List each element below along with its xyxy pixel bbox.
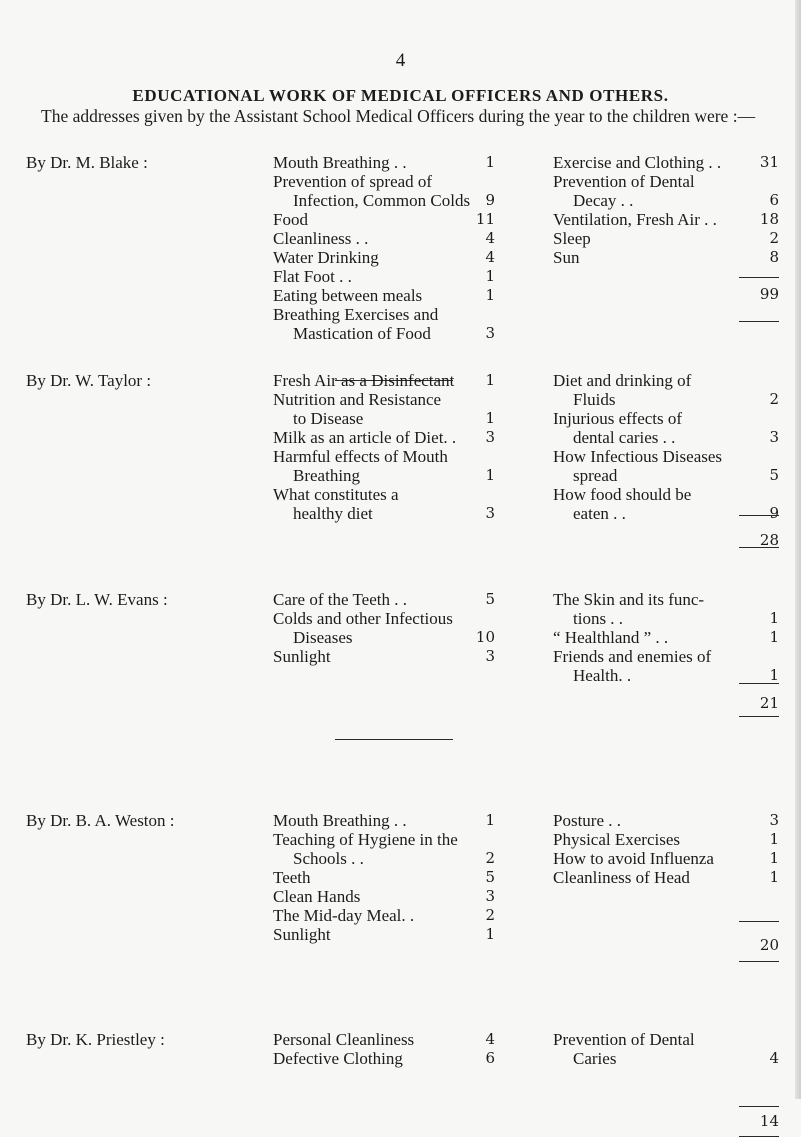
topic-count: 10 xyxy=(475,628,495,646)
topic-text: Sunlight xyxy=(273,925,331,944)
topic-line xyxy=(273,925,495,944)
topic-count: 6 xyxy=(485,1049,495,1067)
topic-text: What constitutes a xyxy=(273,485,399,504)
doctor-name: By Dr. K. Priestley : xyxy=(26,1030,165,1049)
topic-line xyxy=(553,390,779,409)
topic-line xyxy=(553,590,779,609)
topic-count: 3 xyxy=(485,887,495,905)
topic-line xyxy=(273,849,495,868)
doctor-name: By Dr. M. Blake : xyxy=(26,153,148,172)
topic-line xyxy=(273,371,495,390)
total-rule xyxy=(739,547,779,548)
topic-text: The Skin and its func- xyxy=(553,590,705,609)
topic-line xyxy=(553,868,779,887)
doctor-name: By Dr. B. A. Weston : xyxy=(26,811,175,830)
topic-text: Prevention of Dental xyxy=(553,1030,695,1049)
topic-text: Food xyxy=(273,210,308,229)
topic-count: 1 xyxy=(485,286,495,304)
topic-text: Nutrition and Resistance xyxy=(273,390,442,409)
topic-count: 31 xyxy=(759,153,779,171)
topic-text: Sun xyxy=(553,248,580,267)
total-rule xyxy=(739,716,779,717)
topic-count: 5 xyxy=(485,590,495,608)
topic-line xyxy=(553,371,779,390)
topic-count: 2 xyxy=(769,390,779,408)
topic-text: Cleanliness of Head xyxy=(553,868,690,887)
topic-line xyxy=(273,153,495,172)
topic-text: The Mid-day Meal. . xyxy=(273,906,415,925)
topic-text: Milk as an article of Diet. . xyxy=(273,428,457,447)
topic-line xyxy=(553,1049,779,1068)
topic-text: Prevention of spread of xyxy=(273,172,433,191)
topic-line xyxy=(273,647,495,666)
topic-line xyxy=(553,428,779,447)
topic-text: Breathing Exercises and xyxy=(273,305,439,324)
topic-line xyxy=(553,172,779,191)
topic-count: 3 xyxy=(485,324,495,342)
topic-line xyxy=(273,830,495,849)
topic-text: spread xyxy=(573,466,618,485)
topic-text: Colds and other Infectious xyxy=(273,609,453,628)
topic-count: 1 xyxy=(769,628,779,646)
topic-line xyxy=(553,849,779,868)
topic-count: 4 xyxy=(769,1049,779,1067)
topic-text: Breathing xyxy=(293,466,361,485)
topic-count: 3 xyxy=(485,504,495,522)
topic-text: Harmful effects of Mouth xyxy=(273,447,448,466)
topic-text: Teaching of Hygiene in the xyxy=(273,830,458,849)
right-column xyxy=(553,811,779,887)
topic-count: 1 xyxy=(485,466,495,484)
left-column xyxy=(273,590,495,666)
topic-count: 1 xyxy=(485,811,495,829)
page-number: 4 xyxy=(395,50,406,71)
topic-line xyxy=(553,811,779,830)
topic-text: Mouth Breathing . . xyxy=(273,811,407,830)
topic-count: 1 xyxy=(769,868,779,886)
topic-line xyxy=(273,887,495,906)
topic-line xyxy=(273,485,495,504)
section-separator xyxy=(335,739,453,740)
topic-text: Diet and drinking of xyxy=(553,371,692,390)
topic-text: healthy diet xyxy=(293,504,373,523)
topic-text: Mastication of Food xyxy=(293,324,431,343)
topic-count: 2 xyxy=(769,229,779,247)
topic-text: to Disease xyxy=(293,409,364,428)
topic-text: Cleanliness . . xyxy=(273,229,369,248)
topic-count: 2 xyxy=(485,849,495,867)
topic-text: Sleep xyxy=(553,229,591,248)
total-rule xyxy=(739,321,779,322)
topic-line xyxy=(273,906,495,925)
topic-text: tions . . xyxy=(573,609,624,628)
topic-count: 4 xyxy=(485,229,495,247)
topic-count: 5 xyxy=(769,466,779,484)
left-column xyxy=(273,1030,495,1068)
topic-count: 8 xyxy=(769,248,779,266)
topic-line xyxy=(273,409,495,428)
topic-count: 11 xyxy=(475,210,495,228)
topic-count: 1 xyxy=(769,609,779,627)
topic-count: 18 xyxy=(759,210,779,228)
topic-line xyxy=(273,590,495,609)
topic-line xyxy=(273,267,495,286)
topic-text: Health. . xyxy=(573,666,632,685)
topic-text: Prevention of Dental xyxy=(553,172,695,191)
topic-text: Exercise and Clothing . . xyxy=(553,153,722,172)
topic-line xyxy=(273,324,495,343)
topic-count: 1 xyxy=(485,153,495,171)
topic-line xyxy=(553,248,779,267)
topic-count: 3 xyxy=(769,428,779,446)
topic-text: Injurious effects of xyxy=(553,409,683,428)
topic-count: 1 xyxy=(769,849,779,867)
total-rule xyxy=(739,683,779,684)
topic-line xyxy=(553,504,779,523)
topic-text: Flat Foot . . xyxy=(273,267,352,286)
topic-text: Mouth Breathing . . xyxy=(273,153,407,172)
topic-line xyxy=(553,485,779,504)
section-total: 14 xyxy=(759,1112,779,1130)
topic-line xyxy=(553,191,779,210)
topic-count: 4 xyxy=(485,1030,495,1048)
topic-text: How food should be xyxy=(553,485,692,504)
right-column xyxy=(553,1030,779,1068)
topic-line xyxy=(553,153,779,172)
topic-line xyxy=(273,305,495,324)
total-rule xyxy=(739,1106,779,1107)
topic-line xyxy=(273,609,495,628)
topic-text: Teeth xyxy=(273,868,311,887)
topic-text: Diseases xyxy=(293,628,353,647)
page-heading: EDUCATIONAL WORK OF MEDICAL OFFICERS AND OTHERS. xyxy=(132,86,669,105)
left-column xyxy=(273,371,495,523)
topic-text: Eating between meals xyxy=(273,286,423,305)
topic-line xyxy=(273,868,495,887)
right-column xyxy=(553,153,779,267)
topic-line xyxy=(553,830,779,849)
total-rule xyxy=(739,277,779,278)
topic-line xyxy=(273,191,495,210)
topic-text: “ Healthland ” . . xyxy=(553,628,669,647)
topic-text: Infection, Common Colds xyxy=(293,191,471,210)
topic-count: 5 xyxy=(485,868,495,886)
topic-line xyxy=(273,628,495,647)
topic-line xyxy=(273,504,495,523)
topic-text: dental caries . . xyxy=(573,428,676,447)
topic-count: 1 xyxy=(485,925,495,943)
topic-text: eaten . . xyxy=(573,504,626,523)
topic-line xyxy=(273,248,495,267)
topic-text: Water Drinking xyxy=(273,248,379,267)
topic-text: Schools . . xyxy=(293,849,364,868)
page-edge-shadow xyxy=(795,0,801,1099)
right-column xyxy=(553,371,779,523)
topic-count: 3 xyxy=(769,811,779,829)
topic-text: How Infectious Diseases xyxy=(553,447,723,466)
topic-line xyxy=(273,210,495,229)
topic-line xyxy=(553,229,779,248)
topic-text: Clean Hands xyxy=(273,887,361,906)
left-column xyxy=(273,811,495,944)
topic-text: Defective Clothing xyxy=(273,1049,403,1068)
topic-text: How to avoid Influenza xyxy=(553,849,714,868)
section-total: 99 xyxy=(759,285,779,303)
topic-line xyxy=(273,466,495,485)
right-column xyxy=(553,590,779,685)
topic-text: Ventilation, Fresh Air . . xyxy=(553,210,717,229)
topic-text: Fluids xyxy=(573,390,616,409)
topic-text: Sunlight xyxy=(273,647,331,666)
topic-count: 4 xyxy=(485,248,495,266)
topic-line xyxy=(273,428,495,447)
topic-count: 6 xyxy=(769,191,779,209)
topic-line xyxy=(553,409,779,428)
topic-line xyxy=(273,172,495,191)
topic-line xyxy=(553,647,779,666)
topic-line xyxy=(273,390,495,409)
topic-count: 9 xyxy=(769,504,779,522)
doctor-name: By Dr. W. Taylor : xyxy=(26,371,152,390)
topic-text: Caries xyxy=(573,1049,617,1068)
topic-count: 2 xyxy=(485,906,495,924)
topic-count: 1 xyxy=(769,830,779,848)
topic-count: 1 xyxy=(485,409,495,427)
topic-count: 1 xyxy=(485,267,495,285)
section-total: 21 xyxy=(759,694,779,712)
topic-line xyxy=(273,1049,495,1068)
topic-text: Physical Exercises xyxy=(553,830,680,849)
total-rule xyxy=(739,921,779,922)
topic-line xyxy=(273,447,495,466)
topic-count: 1 xyxy=(485,371,495,389)
total-rule xyxy=(739,961,779,962)
topic-line xyxy=(553,210,779,229)
topic-text: Decay . . xyxy=(573,191,634,210)
topic-line xyxy=(273,811,495,830)
topic-count: 1 xyxy=(769,666,779,684)
topic-text: Care of the Teeth . . xyxy=(273,590,407,609)
topic-line xyxy=(553,609,779,628)
total-rule xyxy=(739,515,779,516)
topic-line xyxy=(273,1030,495,1049)
topic-text: Posture . . xyxy=(553,811,621,830)
section-total: 28 xyxy=(759,531,779,549)
topic-line xyxy=(553,447,779,466)
topic-text: Friends and enemies of xyxy=(553,647,712,666)
doctor-name: By Dr. L. W. Evans : xyxy=(26,590,168,609)
topic-text: Fresh Air as a Disinfectant xyxy=(273,371,455,390)
left-column xyxy=(273,153,495,343)
topic-text: Personal Cleanliness xyxy=(273,1030,415,1049)
intro-paragraph: The addresses given by the Assistant School Medical Officers during the year to the children were :— xyxy=(41,106,756,126)
topic-count: 3 xyxy=(485,647,495,665)
topic-count: 3 xyxy=(485,428,495,446)
topic-line xyxy=(553,628,779,647)
topic-line xyxy=(553,1030,779,1049)
section-total: 20 xyxy=(759,936,779,954)
topic-line xyxy=(273,286,495,305)
topic-count: 9 xyxy=(485,191,495,209)
topic-line xyxy=(553,466,779,485)
topic-line xyxy=(273,229,495,248)
